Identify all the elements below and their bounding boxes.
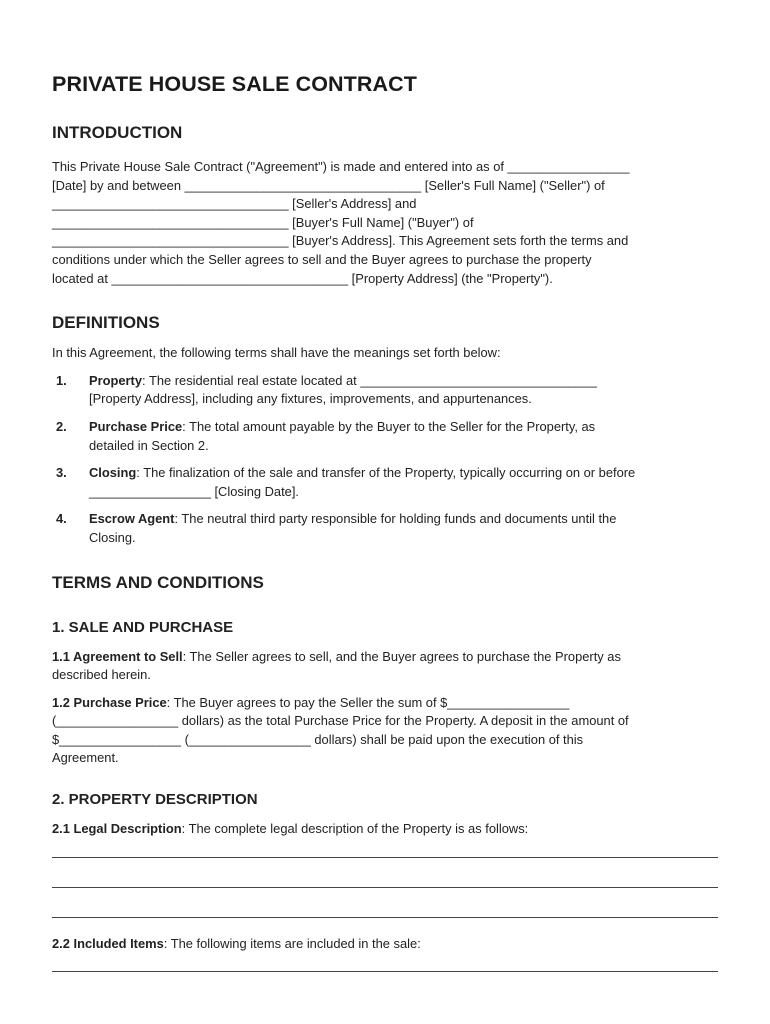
definition-term: Escrow Agent: [89, 511, 175, 527]
included-items-blank[interactable]: [52, 957, 720, 987]
definition-number: 2.: [56, 418, 67, 434]
definition-text-cont: Closing.: [89, 529, 136, 545]
intro-line: _________________________________ [Seller's Address] and: [52, 196, 417, 212]
section1-heading: 1. SALE AND PURCHASE: [52, 618, 234, 636]
legal-description-blank[interactable]: [52, 843, 720, 873]
clause-1-1: [52, 648, 720, 685]
definition-item: [52, 510, 720, 547]
clause-label: 1.1 Agreement to Sell: [52, 648, 183, 664]
intro-line: _________________________________ [Buyer's Full Name] ("Buyer") of: [52, 214, 474, 230]
terms-heading: TERMS AND CONDITIONS: [52, 572, 264, 592]
clause-label: 2.1 Legal Description: [52, 821, 182, 837]
definition-item: [52, 464, 720, 501]
definitions-heading: DEFINITIONS: [52, 313, 160, 333]
intro-line: This Private House Sale Contract ("Agreement") is made and entered into as of _________________: [52, 159, 630, 174]
clause-text: : The Buyer agrees to pay the Seller the sum of $_________________: [166, 694, 570, 710]
intro-line: conditions under which the Seller agrees to sell and the Buyer agrees to purchase the property: [52, 251, 592, 267]
definition-item: [52, 372, 720, 409]
clause-1-2: [52, 694, 720, 768]
clause-text-cont: (_________________ dollars) as the total Purchase Price for the Property. A deposit in the amount of: [52, 713, 629, 729]
contract-document: [52, 70, 720, 987]
definition-text-cont: _________________ [Closing Date].: [89, 483, 300, 499]
clause-text-cont: $_________________ (_________________ dollars) shall be paid upon the execution of this: [52, 731, 584, 747]
intro-line: _________________________________ [Buyer's Address]. This Agreement sets forth the terms and: [52, 233, 629, 249]
document-title: PRIVATE HOUSE SALE CONTRACT: [52, 72, 418, 96]
definition-term: Closing: [89, 465, 137, 481]
definition-item: [52, 418, 720, 455]
introduction-heading: INTRODUCTION: [52, 123, 183, 142]
clause-label: 2.2 Included Items: [52, 935, 164, 951]
intro-line: located at _________________________________ [Property Address] (the "Property").: [52, 270, 553, 286]
clause-2-1: [52, 820, 720, 839]
definition-text-cont: [Property Address], including any fixtures, improvements, and appurtenances.: [89, 391, 532, 407]
definition-number: 4.: [56, 511, 67, 527]
definitions-list: [52, 372, 720, 548]
definition-number: 3.: [56, 465, 67, 481]
definitions-intro: In this Agreement, the following terms shall have the meanings set forth below:: [52, 345, 501, 361]
definition-text: : The residential real estate located at _________________________________: [142, 372, 597, 388]
clause-text: : The Seller agrees to sell, and the Buyer agrees to purchase the Property as: [182, 648, 621, 664]
section2-heading: 2. PROPERTY DESCRIPTION: [52, 791, 258, 809]
clause-text-cont: Agreement.: [52, 750, 119, 766]
definition-term: Purchase Price: [89, 418, 183, 434]
definition-text: : The neutral third party responsible for holding funds and documents until the: [174, 511, 617, 527]
definition-term: Property: [89, 372, 143, 388]
clause-text-cont: described herein.: [52, 667, 151, 683]
definition-number: 1.: [56, 372, 67, 388]
introduction-paragraph: [52, 158, 720, 288]
clause-text: : The complete legal description of the Property is as follows:: [181, 821, 529, 837]
definition-text: : The finalization of the sale and transfer of the Property, typically occurring on or before: [136, 465, 636, 481]
legal-description-blank[interactable]: [52, 903, 720, 933]
clause-text: : The following items are included in the sale:: [163, 935, 421, 951]
clause-label: 1.2 Purchase Price: [52, 694, 167, 710]
definition-text: : The total amount payable by the Buyer to the Seller for the Property, as: [182, 418, 596, 434]
definition-text-cont: detailed in Section 2.: [89, 437, 209, 453]
clause-2-2: [52, 935, 720, 954]
legal-description-blank[interactable]: [52, 873, 720, 903]
intro-line: [Date] by and between _________________________________ [Seller's Full Name] ("Seller") of: [52, 177, 605, 193]
